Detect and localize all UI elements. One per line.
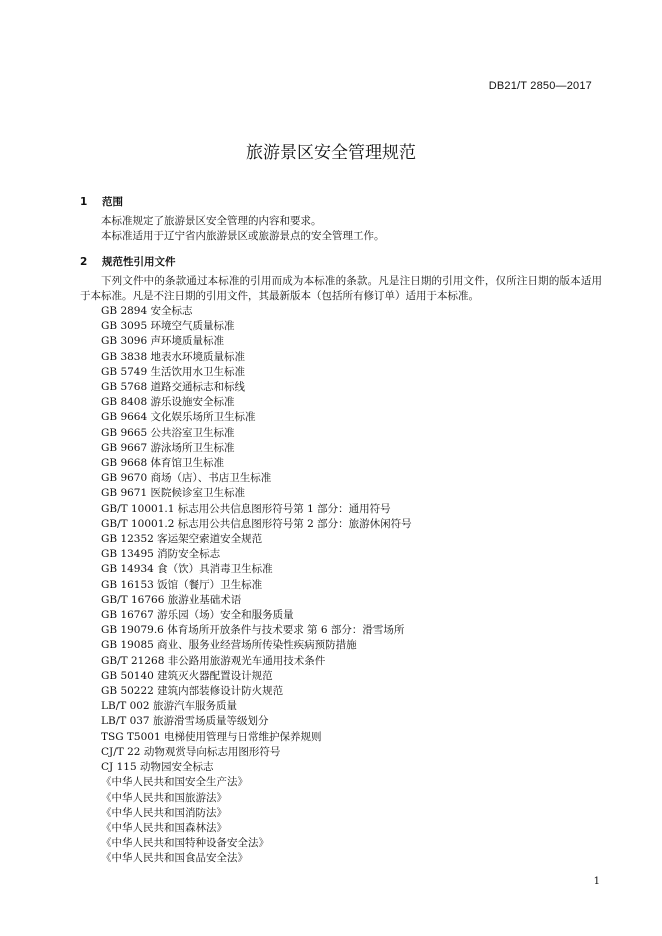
reference-item: GB 8408 游乐设施安全标准 — [101, 396, 235, 409]
document-title: 旅游景区安全管理规范 — [246, 143, 416, 163]
reference-item: 《中华人民共和国消防法》 — [101, 806, 227, 819]
reference-item: GB 3838 地表水环境质量标准 — [101, 350, 246, 363]
reference-item: GB 3095 环境空气质量标准 — [101, 320, 235, 333]
reference-item: GB 14934 食（饮）具消毒卫生标准 — [101, 563, 273, 576]
reference-item: GB 9667 游泳场所卫生标准 — [101, 441, 235, 454]
reference-item: GB 9665 公共浴室卫生标准 — [101, 426, 235, 439]
document-code: DB21/T 2850—2017 — [488, 80, 592, 92]
section-2-heading — [80, 254, 176, 269]
reference-item: 《中华人民共和国食品安全法》 — [101, 852, 248, 865]
reference-item: GB 9671 医院候诊室卫生标准 — [101, 487, 246, 500]
reference-item: GB/T 10001.1 标志用公共信息图形符号第 1 部分：通用符号 — [101, 502, 391, 515]
reference-item: GB 50140 建筑灭火器配置设计规范 — [101, 669, 273, 682]
reference-item: GB 16153 饭馆（餐厅）卫生标准 — [101, 578, 263, 591]
reference-item: 《中华人民共和国旅游法》 — [101, 791, 227, 804]
reference-item: GB 16767 游乐园（场）安全和服务质量 — [101, 609, 294, 622]
reference-item: 《中华人民共和国森林法》 — [101, 821, 227, 834]
section-2-number: 2 — [80, 256, 88, 268]
reference-item: CJ 115 动物园安全标志 — [101, 761, 214, 774]
section-1-title: 范围 — [102, 196, 123, 208]
reference-item: LB/T 037 旅游滑雪场质量等级划分 — [101, 715, 269, 728]
reference-item: GB 5749 生活饮用水卫生标准 — [101, 365, 246, 378]
reference-item: LB/T 002 旅游汽车服务质量 — [101, 700, 237, 713]
reference-item: GB/T 21268 非公路用旅游观光车通用技术条件 — [101, 654, 326, 667]
reference-item: GB 9664 文化娱乐场所卫生标准 — [101, 411, 256, 424]
reference-item: GB 5768 道路交通标志和标线 — [101, 381, 246, 394]
section-2-title: 规范性引用文件 — [102, 256, 176, 268]
section-1-heading — [80, 194, 123, 209]
reference-item: GB 13495 消防安全标志 — [101, 548, 221, 561]
reference-item: GB 9670 商场（店）、书店卫生标准 — [101, 472, 272, 485]
scope-paragraph: 本标准适用于辽宁省内旅游景区或旅游景点的安全管理工作。 — [101, 230, 385, 242]
reference-item: GB/T 10001.2 标志用公共信息图形符号第 2 部分：旅游休闲符号 — [101, 517, 412, 530]
reference-item: 《中华人民共和国安全生产法》 — [101, 776, 248, 789]
page-number: 1 — [593, 876, 600, 887]
section-1-number: 1 — [80, 196, 88, 208]
reference-item: GB 50222 建筑内部装修设计防火规范 — [101, 685, 284, 698]
section-2-intro — [80, 274, 602, 304]
reference-item: TSG T5001 电梯使用管理与日常维护保养规则 — [101, 730, 322, 743]
reference-item: GB 3096 声环境质量标准 — [101, 335, 225, 348]
references-list — [101, 304, 412, 867]
reference-item: GB 9668 体育馆卫生标准 — [101, 457, 225, 470]
section-1-body — [80, 214, 600, 244]
reference-item: GB 2894 安全标志 — [101, 305, 193, 317]
scope-paragraph: 本标准规定了旅游景区安全管理的内容和要求。 — [101, 215, 322, 227]
reference-item: 《中华人民共和国特种设备安全法》 — [101, 837, 269, 850]
reference-item: GB 19079.6 体育场所开放条件与技术要求 第 6 部分：滑雪场所 — [101, 624, 405, 637]
reference-item: GB 19085 商业、服务业经营场所传染性疾病预防措施 — [101, 639, 357, 652]
reference-item: GB 12352 客运架空索道安全规范 — [101, 533, 263, 546]
references-intro-paragraph: 下列文件中的条款通过本标准的引用而成为本标准的条款。凡是注日期的引用文件，仅所注日期的版本适用于本标准。凡是不注日期的引用文件，其最新版本（包括所有修订单）适用于本标准。 — [80, 275, 602, 302]
reference-item: GB/T 16766 旅游业基础术语 — [101, 593, 242, 606]
reference-item: CJ/T 22 动物观赏导向标志用图形符号 — [101, 745, 281, 758]
